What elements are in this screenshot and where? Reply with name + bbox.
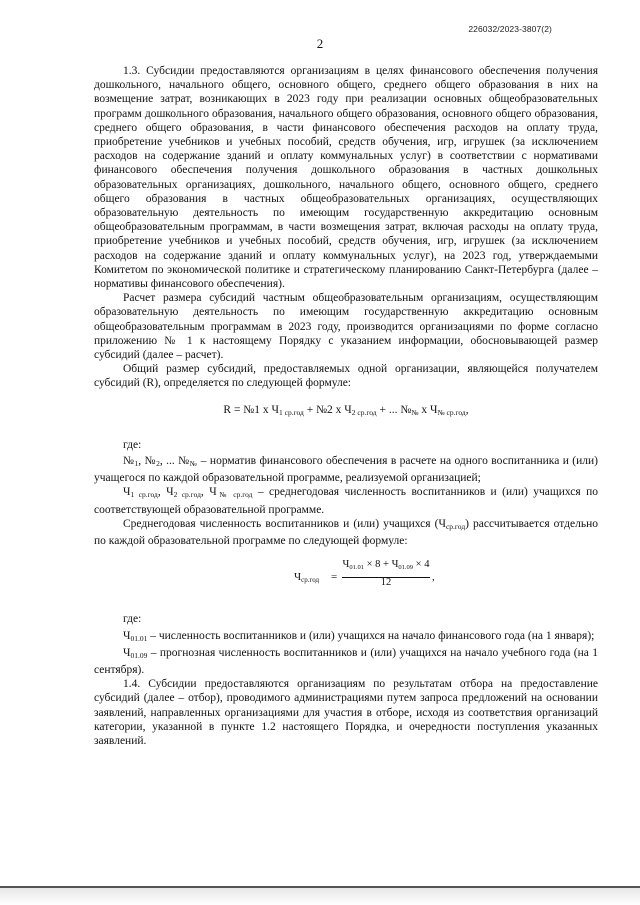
def3-text: – численность воспитанников и (или) учащихся на начало финансового года (на 1 января); <box>147 629 595 642</box>
formula-r-sub-1: 1 ср.год <box>279 407 304 417</box>
def4-text: – прогнозная численность воспитанников и (или) учащихся на начало учебного года (на 1 сентября). <box>94 646 598 676</box>
def1-b: , № <box>138 455 157 468</box>
definition-sep-count <box>94 646 598 677</box>
fraction-denominator: 12 <box>380 577 392 589</box>
num-b-sub: 01.09 <box>398 564 414 572</box>
p4-sub: ср.год <box>445 521 466 531</box>
definition-jan-count <box>94 629 598 646</box>
def2-a: Ч <box>123 486 131 499</box>
where-label-2: где: <box>123 613 142 626</box>
formula-r-sub-4: № ср.год <box>437 407 466 417</box>
def1-a: № <box>123 455 135 468</box>
def2-b: , Ч <box>157 486 174 499</box>
fraction-numerator <box>342 558 430 577</box>
fraction-lhs-sub: ср.год <box>301 576 320 585</box>
num-b: × 8 + Ч <box>363 559 399 571</box>
def2-c: , Ч <box>200 486 217 499</box>
def4-a: Ч <box>123 646 131 659</box>
paragraph-1-4: 1.4. Субсидии предоставляются организациям по результатам отбора на предоставление субсидий (далее – отбор), проводимого администрациями путем запроса предложений на основании заявлений, направленных организациями для участия в отборе, исходя из соответствия организаций категории, указанной в пункте 1.2 настоящего Порядка, и очередности поступления указанных заявлений. <box>94 678 598 747</box>
def1-c: , ... № <box>159 455 190 468</box>
formula-r-sub-2: 2 ср.год <box>351 407 377 417</box>
registration-number: 226032/2023-3807(2) <box>468 24 552 34</box>
fraction-equals: = <box>331 571 338 584</box>
formula-r-mid-1: + №2 х Ч <box>303 403 352 416</box>
def1-text: – норматив финансового обеспечения в расчете на одного воспитанника и (или) учащегося по каждой образовательной программе, реализуемой организацией; <box>94 455 598 485</box>
fraction-lhs <box>294 570 319 587</box>
formula-r-lhs: R = №1 х Ч <box>223 403 280 416</box>
paragraph-avg-count <box>94 517 598 548</box>
p4-b: ) рассчитывается отдельно по каждой образовательной программе по следующей формуле: <box>94 517 598 548</box>
formula-r-mid-2: + ... № <box>376 403 412 416</box>
page-number: 2 <box>316 36 324 51</box>
def1-a-sub: 1 <box>134 459 139 469</box>
fraction-lhs-letter: Ч <box>294 571 302 584</box>
def2-a-sub: 1 ср.год <box>130 490 158 500</box>
formula-avg-count <box>94 558 598 598</box>
def2-b-sub: 2 ср.год <box>173 490 201 500</box>
def1-b-sub: 2 <box>156 459 160 469</box>
document-body <box>94 64 598 748</box>
paragraph-total-size: Общий размер субсидий, предоставляемых одной организации, являющейся получателем субсидий (R), определяется по следующей формуле: <box>94 363 598 390</box>
num-a-sub: 01.01 <box>349 564 364 572</box>
fraction-comma: , <box>432 571 435 584</box>
paragraph-calculation: Расчет размера субсидий частным общеобразовательным организациям, осуществляющим образовательную деятельность по имеющим государственную аккредитацию основным общеобразовательным программам в 2023 году, производится организациями по форме согласно приложению № 1 к настоящему Порядку с указанием информации, обосновывающей размер субсидий (далее – расчет). <box>94 292 598 362</box>
num-c: × 4 <box>413 559 430 571</box>
num-a: Ч <box>342 559 350 571</box>
where-label-1: где: <box>123 438 142 451</box>
footer-scan-shade <box>0 888 640 905</box>
formula-r-mid-3: х Ч <box>418 403 438 416</box>
p4-a: Среднегодовая численность воспитанников и (или) учащихся (Ч <box>123 517 446 530</box>
formula-total-subsidy <box>94 403 598 420</box>
def3-a: Ч <box>123 629 131 642</box>
paragraph-1-3: 1.3. Субсидии предоставляются организациям в целях финансового обеспечения получения дошкольного, начального общего, основного общего, среднего общего образования в них на возмещение затрат, возникающих в 2023 году при реализации основных общеобразовательных программ дошкольного образования, начального общего образования, основного общего образования, среднего общего образования, в части финансового обеспечения расходов на оплату труда, приобретение учебников и учебных пособий, средств обучения, игр, игрушек (за исключением расходов на содержание зданий и оплату коммунальных услуг) в соответствии с нормативами финансового обеспечения получения дошкольного образования в частных дошкольных образовательных организациях, дошкольного, начального общего, основного общего, среднего общего образования в частных общеобразовательных организациях, осуществляющих образовательную деятельность по имеющим государственную аккредитацию основным общеобразовательным программам, в части возмещения затрат, включая расходы на оплату труда, приобретение учебников и учебных пособий, средств обучения, игр, игрушек (за исключением расходов на содержание зданий и оплату коммунальных услуг), на 2023 год, утверждаемыми Комитетом по экономической политике и стратегическому планированию Санкт-Петербурга (далее – нормативы финансового обеспечения). <box>94 65 598 291</box>
definition-normatives <box>94 454 598 485</box>
def2-c-sub: № ср.год <box>216 490 253 500</box>
formula-r-sub-3: № <box>411 407 419 417</box>
def3-sub: 01.01 <box>130 633 148 643</box>
formula-r-end: , <box>465 403 469 416</box>
def2-text: – среднегодовая численность воспитанников и (или) учащихся по соответствующей образовательной программе. <box>94 486 598 516</box>
definition-avg-count <box>94 485 598 516</box>
def4-sub: 01.09 <box>130 650 148 660</box>
def1-c-sub: № <box>189 459 198 469</box>
